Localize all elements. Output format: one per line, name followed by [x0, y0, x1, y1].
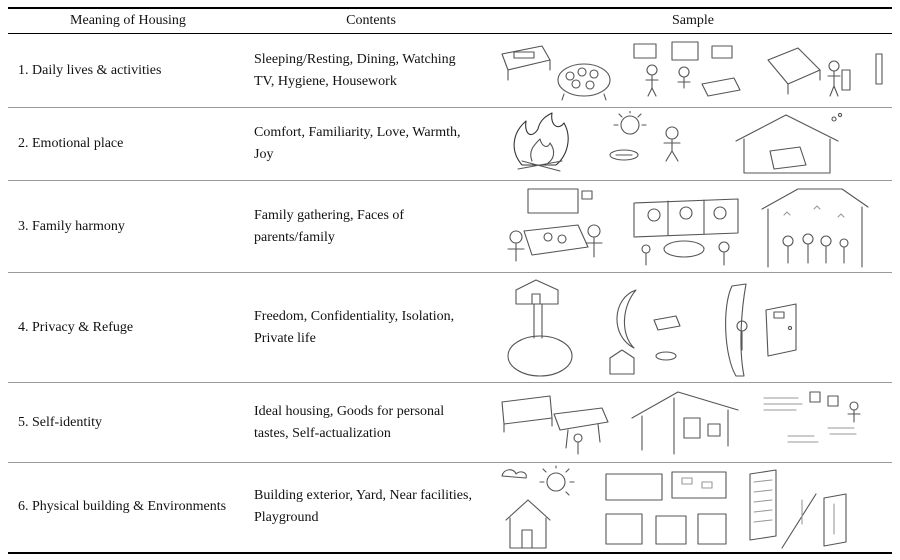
sketch-family-at-table [498, 185, 616, 269]
sketch-sofa-and-piano [498, 388, 616, 458]
sketch-family-in-front-of-house [758, 185, 876, 269]
sketch-figure-and-door [712, 276, 830, 380]
contents-text: Comfort, Familiarity, Love, Warmth, Joy [254, 125, 461, 162]
sketch-house-perspective [628, 388, 746, 458]
sketch-people-indoors [628, 40, 746, 102]
sketch-bed-and-person [758, 40, 888, 102]
table-row [8, 108, 892, 181]
header-contents: Contents [248, 8, 494, 34]
sketch-sun-and-figures [600, 111, 718, 177]
contents-cell [248, 383, 494, 463]
contents-text: Building exterior, Yard, Near facilities, Playground [254, 488, 472, 526]
sample-cell [494, 273, 892, 383]
contents-text: Family gathering, Faces of parents/family [254, 207, 405, 245]
sketch-house-on-sphere [498, 276, 590, 380]
sketch-fire [498, 111, 588, 177]
contents-cell [248, 181, 494, 273]
sample-cell [494, 34, 892, 108]
sketch-moon-and-house [602, 276, 700, 380]
meaning-cell: 5. Self-identity [8, 383, 248, 463]
housing-meaning-table [8, 7, 892, 554]
meaning-cell: 2. Emotional place [8, 108, 248, 181]
meaning-cell: 6. Physical building & Environments [8, 463, 248, 553]
meaning-cell: 3. Family harmony [8, 181, 248, 273]
meaning-cell: 4. Privacy & Refuge [8, 273, 248, 383]
sample-cell [494, 383, 892, 463]
table-header-row [8, 8, 892, 34]
header-meaning: Meaning of Housing [8, 8, 248, 34]
table-row [8, 273, 892, 383]
table-row [8, 34, 892, 108]
table-row [8, 463, 892, 553]
sample-cell [494, 181, 892, 273]
contents-text: Ideal housing, Goods for personal tastes, Self-actualization [254, 403, 445, 441]
sketch-town-plan [602, 464, 730, 550]
sketch-family-on-sofa [628, 185, 746, 269]
contents-cell [248, 108, 494, 181]
sample-cell [494, 108, 892, 181]
contents-text: Freedom, Confidentiality, Isolation, Private life [254, 308, 455, 346]
table-row [8, 181, 892, 273]
table-row [8, 383, 892, 463]
header-sample: Sample [494, 8, 892, 34]
contents-cell [248, 34, 494, 108]
meaning-cell: 1. Daily lives & activities [8, 34, 248, 108]
sketch-house-with-sun [498, 464, 590, 550]
sketch-notes-and-figures [758, 388, 876, 458]
contents-text: Sleeping/Resting, Dining, Watching TV, Hygiene, Housework [254, 51, 456, 89]
sample-cell [494, 463, 892, 553]
sketch-buildings [742, 464, 860, 550]
contents-cell [248, 273, 494, 383]
contents-cell [248, 463, 494, 553]
sketch-bed-and-dining-table [498, 40, 616, 102]
sketch-house-outline [730, 111, 848, 177]
